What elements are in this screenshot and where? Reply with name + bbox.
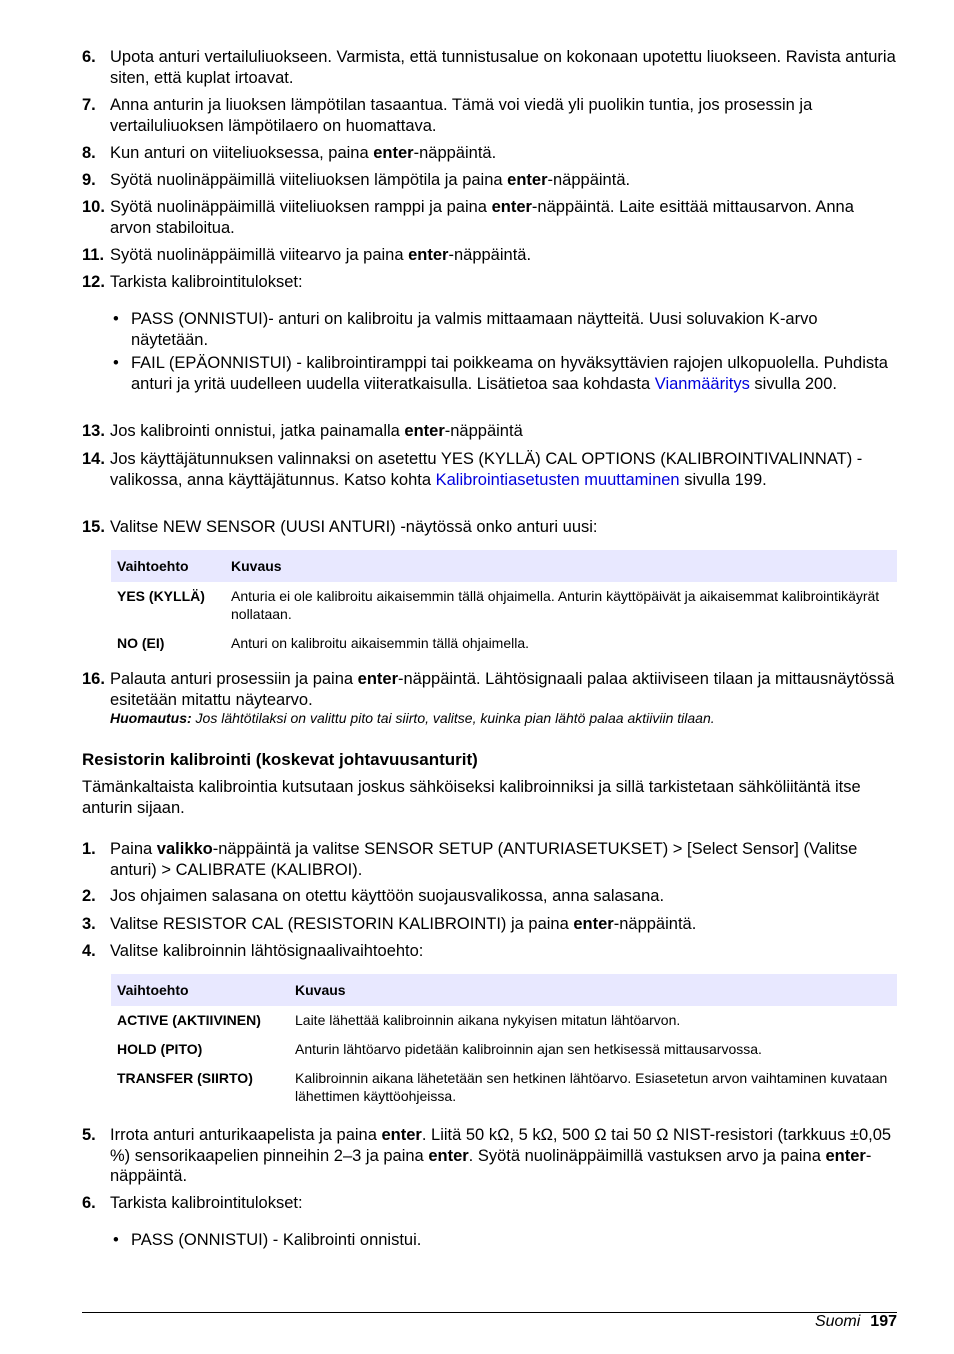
section-intro: Tämänkaltaista kalibrointia kutsutaan joskus sähköiseksi kalibroinniksi ja sillä tarkistetaan sähköliitäntä itse anturin sijaan. — [82, 778, 861, 817]
step-number: 2. — [82, 887, 96, 905]
step-number: 9. — [82, 171, 96, 189]
option-name: NO (EI) — [117, 635, 165, 651]
option-description: Anturi on kalibroitu aikaisemmin tällä ohjaimella. — [231, 635, 530, 651]
step-text: Upota anturi vertailuliuokseen. Varmista, että tunnistusalue on kokonaan upotettu liuokseen. Ravista anturia siten, että kuplat irtoavat. — [110, 48, 896, 87]
step-text: Irrota anturi anturikaapelista ja paina enter. Liitä 50 kΩ, 5 kΩ, 500 Ω tai 50 Ω NIST-resistori (tarkkuus ±0,05 %) sensorikaapelien pinneihin 2–3 ja paina enter. Syötä nuolinäppäimillä vastuksen arvo ja paina enter-näppäintä. — [110, 1126, 892, 1185]
options-table-output-signal — [111, 974, 897, 1111]
table-row — [111, 1006, 897, 1035]
step-number: 3. — [82, 915, 96, 933]
bullet-icon: • — [113, 1231, 119, 1249]
note-text: Jos lähtötilaksi on valittu pito tai siirto, valitse, kuinka pian lähtö palaa aktiiviin tilaan. — [191, 710, 715, 726]
page-number: 197 — [870, 1313, 897, 1330]
step-number: 8. — [82, 144, 96, 162]
option-name: TRANSFER (SIIRTO) — [117, 1070, 253, 1086]
step-text: Anna anturin ja liuoksen lämpötilan tasaantua. Tämä voi viedä yli puolikin tuntia, jos prosessin ja vertailuliuoksen lämpötilaero on huomattava. — [110, 96, 813, 135]
link-troubleshooting[interactable]: Vianmääritys — [654, 374, 750, 393]
step-number: 4. — [82, 942, 96, 960]
step-text: Valitse NEW SENSOR (UUSI ANTURI) -näytössä onko anturi uusi: — [110, 518, 598, 536]
option-description: Kalibroinnin aikana lähetetään sen hetkinen lähtöarvo. Esiasetetun arvon vaihtaminen kuvataan lähettimen käyttöohjeissa. — [295, 1070, 888, 1104]
step-number: 6. — [82, 48, 96, 66]
column-header: Kuvaus — [289, 974, 897, 1006]
step-text: Jos ohjaimen salasana on otettu käyttöön suojausvalikossa, anna salasana. — [110, 887, 665, 905]
step-text: Tarkista kalibrointitulokset: — [110, 1194, 303, 1212]
step-text: Valitse RESISTOR CAL (RESISTORIN KALIBROINTI) ja paina enter-näppäintä. — [110, 915, 697, 933]
step-number: 11. — [82, 246, 105, 264]
step-text: Syötä nuolinäppäimillä viiteliuoksen ramppi ja paina enter-näppäintä. Laite esittää mittausarvon. Anna arvon stabiloitua. — [110, 198, 854, 237]
step-text: Kun anturi on viiteliuoksessa, paina enter-näppäintä. — [110, 144, 497, 162]
options-table-new-sensor — [111, 550, 897, 658]
option-name: HOLD (PITO) — [117, 1041, 203, 1057]
note-label: Huomautus: — [110, 710, 192, 726]
step-text: Jos käyttäjätunnuksen valinnaksi on asetettu YES (KYLLÄ) CAL OPTIONS (KALIBROINTIVALINNAT) -valikossa, anna käyttäjätunnus. Katso kohta Kalibrointiasetusten muuttaminen sivulla 199. — [110, 450, 863, 489]
table-header-row — [111, 550, 897, 582]
section-heading: Resistorin kalibrointi (koskevat johtavuusanturit) — [82, 750, 478, 769]
link-calibration-settings[interactable]: Kalibrointiasetusten muuttaminen — [435, 470, 680, 489]
step-number: 1. — [82, 840, 96, 858]
page-footer — [815, 1312, 897, 1332]
step-number: 5. — [82, 1126, 96, 1144]
bullet-text: FAIL (EPÄONNISTUI) - kalibrointiramppi tai poikkeama on hyväksyttävien rajojen ulkopuolella. Puhdista anturi ja yritä uudelleen uudella viiteratkaisulla. Lisätietoa saa kohdasta Vianmääritys sivulla 200. — [131, 354, 888, 393]
option-description: Anturia ei ole kalibroitu aikaisemmin tällä ohjaimella. Anturin käyttöpäivät ja aikaisemmat kalibrointikäyrät nollataan. — [231, 588, 880, 622]
table-header-row — [111, 974, 897, 1006]
footer-divider — [82, 1312, 897, 1313]
column-header: Kuvaus — [225, 550, 897, 582]
step-number: 16. — [82, 670, 105, 688]
bullet-icon: • — [113, 310, 119, 328]
step-number: 10. — [82, 198, 105, 216]
step-text: Palauta anturi prosessiin ja paina enter-näppäintä. Lähtösignaali palaa aktiiviseen tilaan ja mittausnäytössä esitetään mitattu näytearvo. — [110, 670, 895, 709]
footer-language: Suomi — [814, 1313, 861, 1330]
bullet-icon: • — [113, 354, 119, 372]
step-text: Valitse kalibroinnin lähtösignaalivaihtoehto: — [110, 942, 424, 960]
table-row — [111, 1035, 897, 1064]
option-description: Laite lähettää kalibroinnin aikana nykyisen mitatun lähtöarvon. — [295, 1012, 681, 1028]
bullet-text: PASS (ONNISTUI)- anturi on kalibroitu ja valmis mittaamaan näytteitä. Uusi soluvakion K-arvo näytetään. — [131, 310, 818, 349]
bullet-text: PASS (ONNISTUI) - Kalibrointi onnistui. — [131, 1231, 422, 1249]
step-text: Syötä nuolinäppäimillä viiteliuoksen lämpötila ja paina enter-näppäintä. — [110, 171, 631, 189]
step-number: 13. — [82, 422, 105, 440]
column-header: Vaihtoehto — [111, 974, 289, 1006]
step-number: 15. — [82, 518, 105, 536]
note — [110, 710, 897, 727]
option-name: ACTIVE (AKTIIVINEN) — [117, 1012, 261, 1028]
step-number: 7. — [82, 96, 96, 114]
step-number: 12. — [82, 273, 105, 291]
table-row — [111, 582, 897, 629]
option-name: YES (KYLLÄ) — [117, 588, 205, 604]
step-text: Jos kalibrointi onnistui, jatka painamalla enter-näppäintä — [110, 422, 523, 440]
table-row — [111, 629, 897, 658]
option-description: Anturin lähtöarvo pidetään kalibroinnin ajan sen hetkisessä mittausarvossa. — [295, 1041, 762, 1057]
column-header: Vaihtoehto — [111, 550, 225, 582]
step-text: Paina valikko-näppäintä ja valitse SENSOR SETUP (ANTURIASETUKSET) > [Select Sensor] (Valitse anturi) > CALIBRATE (KALIBROI). — [110, 840, 858, 879]
table-row — [111, 1064, 897, 1111]
step-text: Tarkista kalibrointitulokset: — [110, 273, 303, 291]
step-number: 14. — [82, 450, 105, 468]
step-number: 6. — [82, 1194, 96, 1212]
step-text: Syötä nuolinäppäimillä viitearvo ja paina enter-näppäintä. — [110, 246, 532, 264]
